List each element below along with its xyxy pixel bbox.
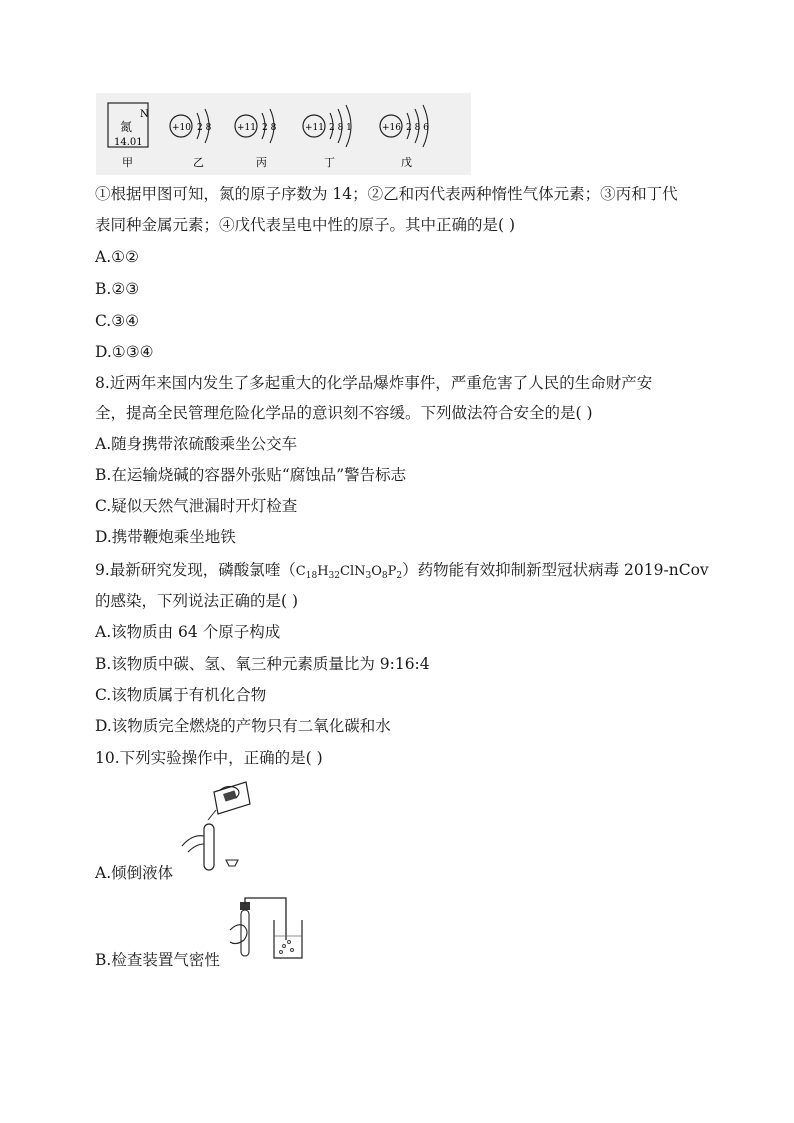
- chemical-formula: $C_{18}H_{32}ClN_3O_8P_2$: [295, 564, 403, 581]
- q7-option-a: A.①②: [95, 248, 139, 266]
- q10-stem: 10.下列实验操作中，正确的是( ): [95, 749, 323, 767]
- nucleus-charge: +10: [172, 123, 191, 133]
- q9-option-c: C.该物质属于有机化合物: [95, 686, 267, 704]
- electron-shells: 2 8 1: [329, 123, 352, 133]
- q9-option-b: B.该物质中碳、氢、氧三种元素质量比为 9:16:4: [95, 655, 430, 673]
- q9-stem-suffix: ）药物能有效抑制新型冠状病毒 2019-nCov: [402, 561, 709, 579]
- q9-stem-prefix: 9.最新研究发现，磷酸氯喹（: [95, 561, 296, 579]
- atom-diagram-yi: [170, 109, 212, 143]
- q8-stem-line1: 8.近两年来国内发生了多起重大的化学品爆炸事件，严重危害了人民的生命财产安: [95, 374, 653, 392]
- q9-stem-line1: [95, 560, 709, 586]
- q9-stem-line2: 的感染，下列说法正确的是( ): [95, 592, 299, 610]
- pouring-liquid-illustration: [180, 780, 254, 876]
- figure-label-yi: 乙: [193, 156, 204, 169]
- atom-diagram-bing: [235, 109, 277, 143]
- element-mass: 14.01: [114, 137, 143, 148]
- element-name: 氮: [120, 120, 133, 134]
- q8-option-d: D.携带鞭炮乘坐地铁: [95, 528, 236, 546]
- q9-option-d: D.该物质完全燃烧的产物只有二氧化碳和水: [95, 717, 391, 735]
- atom-diagrams: [96, 93, 471, 175]
- atom-structure-figure: [96, 93, 471, 175]
- q7-stem-line2: 表同种金属元素；④戊代表呈电中性的原子。其中正确的是( ): [95, 216, 516, 234]
- q8-option-c: C.疑似天然气泄漏时开灯检查: [95, 497, 298, 515]
- q8-option-a: A.随身携带浓硫酸乘坐公交车: [95, 435, 298, 453]
- figure-label-wu: 戊: [401, 156, 412, 169]
- q10-option-a: A.倾倒液体: [95, 864, 174, 882]
- q7-stem-line1: ①根据甲图可知，氮的原子序数为 14；②乙和丙代表两种惰性气体元素；③丙和丁代: [95, 185, 678, 203]
- figure-label-bing: 丙: [256, 156, 267, 169]
- q8-option-b: B.在运输烧碱的容器外张贴“腐蚀品”警告标志: [95, 466, 407, 484]
- figure-label-jia: 甲: [122, 156, 133, 169]
- q10-option-b: B.检查装置气密性: [95, 951, 220, 969]
- electron-shells: 2 8 6: [406, 123, 429, 133]
- atom-diagram-ding: [303, 105, 352, 147]
- q7-option-b: B.②③: [95, 280, 140, 298]
- nucleus-charge: +11: [237, 123, 256, 133]
- atom-diagram-wu: [380, 105, 429, 147]
- figure-label-ding: 丁: [324, 156, 335, 169]
- element-symbol: N: [140, 109, 149, 120]
- electron-shells: 2 8: [262, 123, 277, 133]
- nucleus-charge: +16: [382, 123, 401, 133]
- q7-option-c: C.③④: [95, 312, 140, 330]
- airtightness-check-illustration: [226, 896, 308, 966]
- electron-shells: 2 8: [197, 123, 212, 133]
- nucleus-charge: +11: [305, 123, 324, 133]
- q7-option-d: D.①③④: [95, 343, 154, 361]
- q8-stem-line2: 全，提高全民管理危险化学品的意识刻不容缓。下列做法符合安全的是( ): [95, 404, 593, 422]
- q9-option-a: A.该物质由 64 个原子构成: [95, 623, 281, 641]
